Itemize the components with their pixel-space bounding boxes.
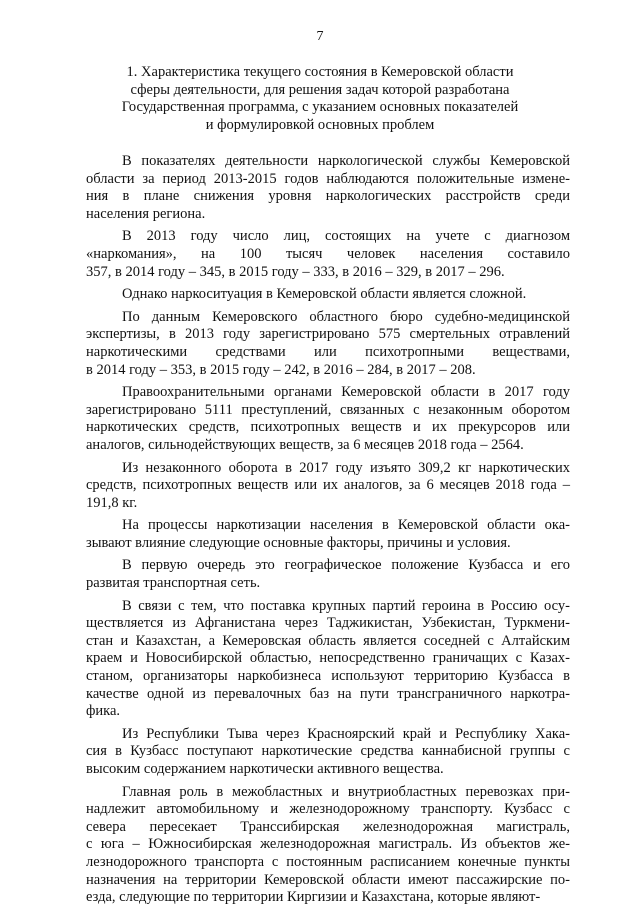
paragraph-line: Из незаконного оборота в 2017 году изъято 309,2 кг наркотических [122, 459, 570, 476]
paragraph-line: наркотическими средствами или психотропными веществами, [86, 343, 570, 360]
paragraph [86, 784, 570, 907]
paragraph-line: ния в плане снижения уровня наркологических расстройств среди [86, 188, 570, 205]
paragraph-line: качестве одной из перевалочных баз на пути трансграничного наркотра- [86, 685, 570, 702]
paragraph-line: В показателях деятельности наркологической службы Кемеровской [122, 153, 570, 169]
paragraph [86, 517, 570, 552]
paragraph-line: ществляется из Афганистана через Таджикистан, Узбекистан, Туркмени- [86, 615, 570, 632]
paragraph-line: с юга – Южносибирская железнодорожная магистраль. Из объектов же- [86, 836, 570, 853]
paragraph-line: Из Республики Тыва через Красноярский край и Республику Хака- [122, 725, 570, 742]
paragraph [86, 228, 570, 281]
paragraph [86, 557, 570, 592]
heading-line: Государственная программа, с указанием основных показателей [121, 99, 519, 115]
paragraph-line: экспертизы, в 2013 году зарегистрировано 575 смертельных отравлений [86, 326, 570, 343]
paragraph-line: средств, психотропных веществ или их аналогов, за 6 месяцев 2018 года – [86, 477, 570, 494]
paragraph-line: аналогов, сильнодействующих веществ, за 6 месяцев 2018 года – 2564. [86, 436, 524, 453]
paragraph-line: станом, организаторы наркобизнеса используют территорию Кузбасса в [86, 668, 570, 685]
paragraph-line: наркотических средств, психотропных веществ и их прекурсоров или [86, 419, 570, 436]
paragraph-line: зывают влияние следующие основные факторы, причины и условия. [86, 534, 511, 551]
paragraph-line: фика. [86, 703, 121, 720]
paragraph [86, 460, 570, 513]
paragraph-line: высоким содержанием наркотически активного вещества. [86, 761, 444, 777]
paragraph-line: езда, следующие по территории Киргизии и Казахстана, которые являют- [86, 889, 541, 906]
paragraph-line: Главная роль в межобластных и внутриобластных перевозках при- [122, 783, 570, 800]
paragraph-line: зарегистрировано 5111 преступлений, связанных с незаконным оборотом [86, 401, 570, 418]
paragraph-line: «наркомания», на 100 тысяч человек населения составило [86, 245, 570, 262]
heading-line: и формулировкой основных проблем [205, 116, 435, 133]
paragraph [86, 598, 570, 721]
paragraph-line: 191,8 кг. [86, 494, 138, 511]
paragraph-line: Правоохранительными органами Кемеровской области в 2017 году [122, 384, 570, 401]
paragraph [86, 384, 570, 454]
paragraph-line: В связи с тем, что поставка крупных партий героина в Россию осу- [122, 597, 570, 614]
paragraph-line: в 2014 году – 353, в 2015 году – 242, в 2016 – 284, в 2017 – 208. [86, 361, 476, 378]
paragraph-line: надлежит автомобильному и железнодорожному транспорту. Кузбасс с [86, 801, 570, 818]
paragraph-line: севера пересекает Транссибирская железнодорожная магистраль, [86, 818, 570, 835]
heading-line: сферы деятельности, для решения задач которой разработана [130, 81, 510, 98]
paragraph [86, 286, 570, 304]
paragraph-line: На процессы наркотизации населения в Кемеровской области ока- [122, 517, 570, 534]
paragraph-line: населения региона. [86, 205, 206, 222]
paragraph-line: В первую очередь это географическое положение Кузбасса и его [122, 557, 570, 574]
paragraph-line: Однако наркоситуация в Кемеровской области является сложной. [122, 286, 527, 303]
paragraph [86, 153, 570, 223]
paragraph-line: стан и Казахстан, а Кемеровская область является соседней с Алтайским [86, 632, 570, 649]
paragraph-line: развитая транспортная сеть. [86, 575, 261, 592]
paragraph-line: области за период 2013-2015 годов наблюдаются положительные измене- [86, 170, 570, 187]
paragraph [86, 309, 570, 379]
paragraph-line: 357, в 2014 году – 345, в 2015 году – 333, в 2016 – 329, в 2017 – 296. [86, 263, 505, 280]
paragraph-line: сия в Кузбасс поступают наркотические средства каннабисной группы с [86, 743, 570, 760]
paragraph [86, 726, 570, 779]
paragraph-line: По данным Кемеровского областного бюро судебно-медицинской [122, 308, 570, 325]
paragraph-line: краем и Новосибирской областью, непосредственно граничащих с Казах- [86, 650, 570, 667]
paragraph-line: В 2013 году число лиц, состоящих на учете с диагнозом [122, 228, 570, 245]
paragraph-line: назначения на территории Кемеровской области имеют пассажирские по- [86, 871, 570, 888]
page-number: 7 [316, 29, 324, 44]
section-heading [100, 64, 540, 134]
heading-line: 1. Характеристика текущего состояния в Кемеровской области [126, 64, 514, 80]
document-body [86, 153, 570, 912]
paragraph-line: лезнодорожного транспорта с постоянным расписанием конечные пункты [86, 853, 570, 870]
